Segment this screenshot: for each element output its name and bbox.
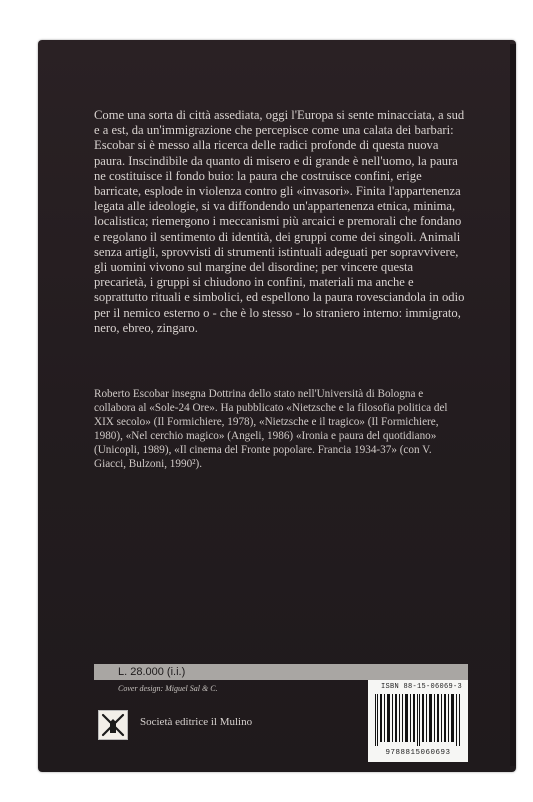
author-bio-text: Roberto Escobar insegna Dottrina dello stato nell'Università di Bologna e collabora al «Sole-24 Ore». Ha pubblicato «Nietzsche e la filosofia politica del XIX secolo» (Il Formichiere, 1978), «Nietzsche e il tragico» (Il Formichiere, 1980), «Nel cerchio magico» (Angeli, 1986) «Ironia e paura del quotidiano» (Unicopli, 1989), «Il cinema del Fronte popolare. Francia 1934-37» (con V. Giacci, Bulzoni, 1990²). bbox=[94, 388, 448, 470]
isbn-label: ISBN 88-15-06069-3 bbox=[381, 683, 463, 691]
publisher-name: Società editrice il Mulino bbox=[140, 716, 253, 728]
blurb-text: Come una sorta di città assediata, oggi l'Europa si sente minacciata, a sud e a est, da un'immigrazione che percepisce come una calata dei barbari: Escobar si è messo alla ricerca delle radici profonde di questa nuova paura. Inscindibile da quanto di misero e di grande è nell'uomo, la paura ne costituisce il fondo buio: la paura che costruisce confini, erige barricate, esplode in violenza contro gli «invasori». Finita l'appartenenza legata alle ideologie, si va diffondendo un'appartenenza etnica, minima, localistica; riemergono i meccanismi più arcaici e premorali che fondano e regolano il sentimento di identità, dei gruppi come dei singoli. Animali senza artigli, sprovvisti di strumenti istintuali adeguati per sopravvivere, gli uomini vivono sul margine del disordine; per vincere questa precarietà, i gruppi si chiudono in confini, materiali ma anche e soprattutto rituali e simbolici, ed espellono la paura rovesciandola in odio per il nemico esterno o - che è lo stesso - lo straniero interno: immigrato, nero, ebreo, zingaro. bbox=[94, 108, 465, 335]
ean-number: 9788815060693 bbox=[385, 749, 451, 757]
mulino-windmill-logo bbox=[98, 710, 128, 740]
book-spine-edge bbox=[510, 44, 516, 766]
price-label: L. 28.000 (i.i.) bbox=[118, 666, 186, 678]
barcode bbox=[374, 694, 462, 746]
cover-design-credit: Cover design: Miguel Sal & C. bbox=[118, 684, 218, 693]
